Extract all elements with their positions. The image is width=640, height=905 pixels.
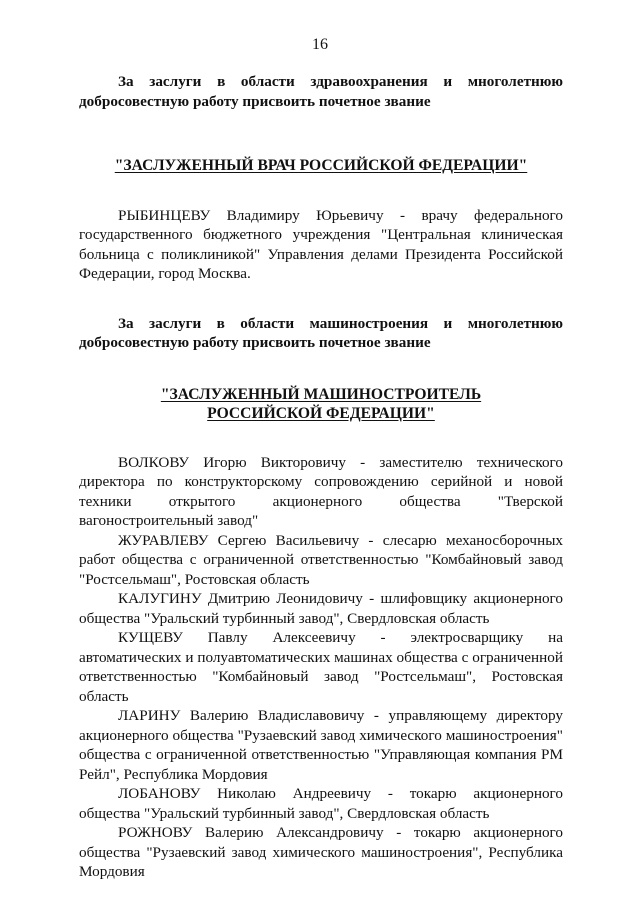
awardee-paragraph: КАЛУГИНУ Дмитрию Леонидовичу - шлифовщику акционерного общества "Уральский турбинный завод", Свердловская область (79, 590, 563, 627)
awardee-paragraph: ЛАРИНУ Валерию Владиславовичу - управляющему директору акционерного общества "Рузаевский завод химического машиностроения" общества с ограниченной ответственностью "Управляющая компания РМ Рейл", Республика Мордовия (79, 707, 563, 783)
section-healthcare (79, 72, 563, 284)
awardee-paragraph: ВОЛКОВУ Игорю Викторовичу - заместителю технического директора по конструкторскому сопровождению серийной и новой техники открытого акционерного общества "Тверской вагоностроительный завод" (79, 453, 563, 529)
honorary-title-line: РОССИЙСКОЙ ФЕДЕРАЦИИ" (207, 404, 435, 422)
document-body (79, 72, 563, 882)
honorary-title-line: "ЗАСЛУЖЕННЫЙ ВРАЧ РОССИЙСКОЙ ФЕДЕРАЦИИ" (114, 157, 528, 174)
page-number: 16 (312, 36, 328, 53)
awardee-paragraph: ЛОБАНОВУ Николаю Андреевичу - токарю акционерного общества "Уральский турбинный завод", Свердловская область (79, 785, 563, 822)
section-machine-building (79, 314, 563, 882)
awardee-paragraph: РОЖНОВУ Валерию Александровичу - токарю акционерного общества "Рузаевский завод химического машиностроения", Республика Мордовия (79, 824, 563, 880)
section-intro: За заслуги в области здравоохранения и многолетнюю добросовестную работу присвоить почетное звание (79, 73, 563, 110)
awardee-paragraph: КУЩЕВУ Павлу Алексеевичу - электросварщику на автоматических и полуавтоматических машинах общества с ограниченной ответственностью "Комбайновый завод "Ростсельмаш", Ростовская область (79, 629, 563, 705)
awardee-paragraph: РЫБИНЦЕВУ Владимиру Юрьевичу - врачу федерального государственного бюджетного учреждения "Центральная клиническая больница с поликлиникой" Управления делами Президента Российской Федерации, город Москва. (79, 206, 563, 282)
honorary-title (79, 156, 563, 176)
awardee-paragraph: ЖУРАВЛЕВУ Сергею Васильевичу - слесарю механосборочных работ общества с ограниченной ответственностью "Комбайновый завод "Ростсельмаш", Ростовская область (79, 531, 563, 588)
honorary-title (79, 385, 563, 423)
section-intro: За заслуги в области машиностроения и многолетнюю добросовестную работу присвоить почетное звание (79, 314, 563, 351)
honorary-title-line: "ЗАСЛУЖЕННЫЙ МАШИНОСТРОИТЕЛЬ (160, 385, 482, 403)
